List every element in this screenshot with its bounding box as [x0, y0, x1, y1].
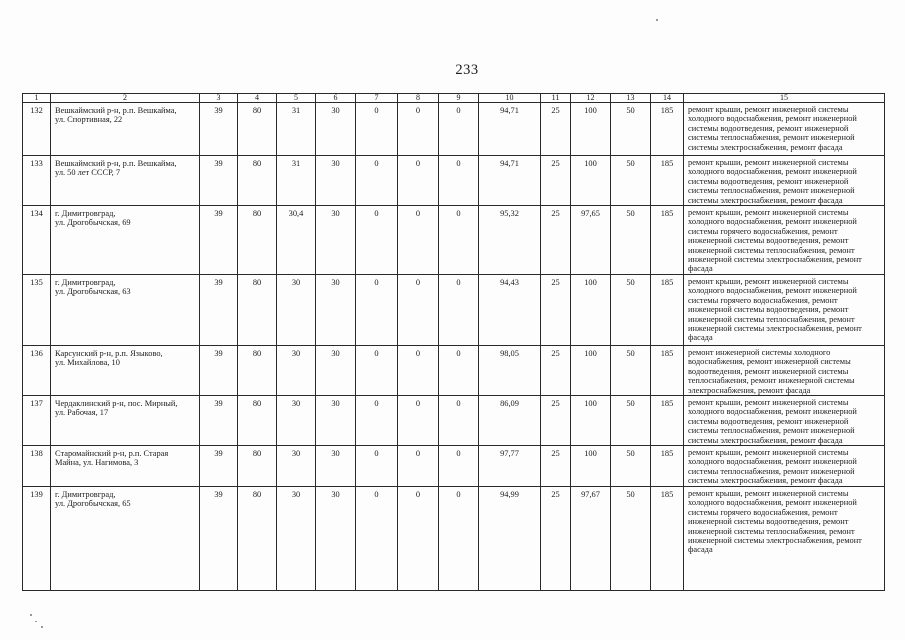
column-9-cell: 0	[439, 274, 479, 345]
scan-speck	[656, 19, 658, 21]
column-12-cell: 100	[571, 103, 611, 156]
column-5-cell: 30	[277, 395, 316, 445]
column-10-cell: 94,71	[479, 103, 541, 156]
column-13-cell: 50	[611, 445, 651, 486]
address-cell: Карсунский р-н, р.п. Языково, ул. Михайлова, 10	[51, 345, 200, 395]
column-9-cell: 0	[439, 103, 479, 156]
column-8-cell: 0	[398, 486, 439, 590]
column-12-cell: 100	[571, 156, 611, 206]
column-7-cell: 0	[356, 486, 398, 590]
column-9-cell: 0	[439, 486, 479, 590]
address-cell: г. Димитровград, ул. Дрогобычская, 63	[51, 274, 200, 345]
column-7-cell: 0	[356, 345, 398, 395]
column-header-2: 2	[51, 94, 200, 103]
column-8-cell: 0	[398, 274, 439, 345]
column-8-cell: 0	[398, 156, 439, 206]
column-14-cell: 185	[651, 206, 684, 275]
page-number: 233	[455, 62, 479, 78]
column-3-cell: 39	[200, 103, 238, 156]
column-header-15: 15	[684, 94, 885, 103]
works-list-cell: ремонт крыши, ремонт инженерной системы холодного водоснабжения, ремонт инженерной системы горячего водоснабжения, ремонт инженерной системы водоотведения, ремонт инженерной системы теплоснабжения, ремонт инженерной системы электроснабжения, ремонт фасада	[684, 206, 885, 275]
row-number-cell: 136	[23, 345, 51, 395]
column-6-cell: 30	[316, 206, 356, 275]
column-11-cell: 25	[541, 395, 571, 445]
table-header	[23, 94, 885, 103]
column-header-12: 12	[571, 94, 611, 103]
column-3-cell: 39	[200, 395, 238, 445]
column-8-cell: 0	[398, 445, 439, 486]
column-13-cell: 50	[611, 206, 651, 275]
column-10-cell: 95,32	[479, 206, 541, 275]
table-row	[23, 345, 885, 395]
column-6-cell: 30	[316, 103, 356, 156]
column-10-cell: 86,09	[479, 395, 541, 445]
row-number-cell: 138	[23, 445, 51, 486]
column-12-cell: 100	[571, 345, 611, 395]
row-number-cell: 133	[23, 156, 51, 206]
column-14-cell: 185	[651, 274, 684, 345]
scan-speck	[41, 626, 43, 628]
row-number-cell: 137	[23, 395, 51, 445]
column-7-cell: 0	[356, 156, 398, 206]
column-10-cell: 94,71	[479, 156, 541, 206]
works-list-cell: ремонт крыши, ремонт инженерной системы холодного водоснабжения, ремонт инженерной системы водоотведения, ремонт инженерной системы теплоснабжения, ремонт инженерной системы электроснабжения, ремонт фасада	[684, 395, 885, 445]
column-4-cell: 80	[238, 206, 277, 275]
column-11-cell: 25	[541, 486, 571, 590]
column-header-6: 6	[316, 94, 356, 103]
address-cell: Чердаклинский р-н, пос. Мирный, ул. Рабочая, 17	[51, 395, 200, 445]
column-13-cell: 50	[611, 156, 651, 206]
column-5-cell: 30	[277, 274, 316, 345]
column-6-cell: 30	[316, 345, 356, 395]
column-5-cell: 31	[277, 156, 316, 206]
column-14-cell: 185	[651, 103, 684, 156]
column-13-cell: 50	[611, 486, 651, 590]
column-6-cell: 30	[316, 274, 356, 345]
column-header-7: 7	[356, 94, 398, 103]
column-14-cell: 185	[651, 156, 684, 206]
column-14-cell: 185	[651, 395, 684, 445]
column-7-cell: 0	[356, 206, 398, 275]
column-14-cell: 185	[651, 486, 684, 590]
column-6-cell: 30	[316, 445, 356, 486]
column-7-cell: 0	[356, 395, 398, 445]
column-3-cell: 39	[200, 156, 238, 206]
column-13-cell: 50	[611, 103, 651, 156]
address-cell: Вешкаймский р-н, р.п. Вешкайма, ул. Спортивная, 22	[51, 103, 200, 156]
row-number-cell: 134	[23, 206, 51, 275]
table-row	[23, 274, 885, 345]
column-header-4: 4	[238, 94, 277, 103]
column-8-cell: 0	[398, 206, 439, 275]
scan-speck	[35, 621, 37, 622]
column-header-14: 14	[651, 94, 684, 103]
column-7-cell: 0	[356, 445, 398, 486]
table-row	[23, 486, 885, 590]
row-number-cell: 139	[23, 486, 51, 590]
column-11-cell: 25	[541, 206, 571, 275]
column-3-cell: 39	[200, 445, 238, 486]
scan-speck	[30, 614, 32, 616]
column-3-cell: 39	[200, 206, 238, 275]
column-14-cell: 185	[651, 345, 684, 395]
column-header-1: 1	[23, 94, 51, 103]
column-7-cell: 0	[356, 274, 398, 345]
column-9-cell: 0	[439, 156, 479, 206]
column-header-5: 5	[277, 94, 316, 103]
column-10-cell: 98,05	[479, 345, 541, 395]
column-8-cell: 0	[398, 345, 439, 395]
works-list-cell: ремонт крыши, ремонт инженерной системы холодного водоснабжения, ремонт инженерной системы теплоснабжения, ремонт инженерной системы электроснабжения, ремонт фасада	[684, 445, 885, 486]
column-4-cell: 80	[238, 345, 277, 395]
column-5-cell: 31	[277, 103, 316, 156]
column-header-13: 13	[611, 94, 651, 103]
column-9-cell: 0	[439, 345, 479, 395]
table-body	[23, 103, 885, 591]
column-8-cell: 0	[398, 103, 439, 156]
works-list-cell: ремонт крыши, ремонт инженерной системы холодного водоснабжения, ремонт инженерной системы водоотведения, ремонт инженерной системы теплоснабжения, ремонт инженерной системы электроснабжения, ремонт фасада	[684, 156, 885, 206]
column-7-cell: 0	[356, 103, 398, 156]
table-row	[23, 395, 885, 445]
column-5-cell: 30	[277, 486, 316, 590]
column-11-cell: 25	[541, 274, 571, 345]
column-13-cell: 50	[611, 395, 651, 445]
column-4-cell: 80	[238, 445, 277, 486]
column-12-cell: 100	[571, 274, 611, 345]
column-10-cell: 94,43	[479, 274, 541, 345]
column-8-cell: 0	[398, 395, 439, 445]
column-4-cell: 80	[238, 486, 277, 590]
address-cell: г. Димитровград, ул. Дрогобычская, 65	[51, 486, 200, 590]
column-9-cell: 0	[439, 206, 479, 275]
address-cell: г. Димитровград, ул. Дрогобычская, 69	[51, 206, 200, 275]
address-cell: Вешкаймский р-н, р.п. Вешкайма, ул. 50 лет СССР, 7	[51, 156, 200, 206]
column-5-cell: 30	[277, 345, 316, 395]
works-list-cell: ремонт крыши, ремонт инженерной системы холодного водоснабжения, ремонт инженерной системы горячего водоснабжения, ремонт инженерной системы водоотведения, ремонт инженерной системы теплоснабжения, ремонт инженерной системы электроснабжения, ремонт фасада	[684, 274, 885, 345]
header-row	[23, 94, 885, 103]
column-3-cell: 39	[200, 486, 238, 590]
column-4-cell: 80	[238, 156, 277, 206]
column-6-cell: 30	[316, 395, 356, 445]
column-4-cell: 80	[238, 274, 277, 345]
column-header-8: 8	[398, 94, 439, 103]
column-12-cell: 100	[571, 395, 611, 445]
column-12-cell: 97,65	[571, 206, 611, 275]
column-5-cell: 30,4	[277, 206, 316, 275]
column-13-cell: 50	[611, 345, 651, 395]
row-number-cell: 132	[23, 103, 51, 156]
row-number-cell: 135	[23, 274, 51, 345]
column-11-cell: 25	[541, 156, 571, 206]
column-9-cell: 0	[439, 445, 479, 486]
column-header-3: 3	[200, 94, 238, 103]
column-4-cell: 80	[238, 395, 277, 445]
works-list-cell: ремонт инженерной системы холодного водоснабжения, ремонт инженерной системы водоотведения, ремонт инженерной системы теплоснабжения, ремонт инженерной системы электроснабжения, ремонт фасада	[684, 345, 885, 395]
column-14-cell: 185	[651, 445, 684, 486]
column-4-cell: 80	[238, 103, 277, 156]
column-3-cell: 39	[200, 345, 238, 395]
column-6-cell: 30	[316, 156, 356, 206]
column-header-11: 11	[541, 94, 571, 103]
address-cell: Старомайнский р-н, р.п. Старая Майна, ул. Нагимова, 3	[51, 445, 200, 486]
column-12-cell: 100	[571, 445, 611, 486]
column-3-cell: 39	[200, 274, 238, 345]
table-row	[23, 445, 885, 486]
column-12-cell: 97,67	[571, 486, 611, 590]
column-11-cell: 25	[541, 445, 571, 486]
column-header-9: 9	[439, 94, 479, 103]
table-row	[23, 156, 885, 206]
column-6-cell: 30	[316, 486, 356, 590]
column-11-cell: 25	[541, 345, 571, 395]
column-13-cell: 50	[611, 274, 651, 345]
column-9-cell: 0	[439, 395, 479, 445]
data-table	[22, 93, 885, 591]
works-list-cell: ремонт крыши, ремонт инженерной системы холодного водоснабжения, ремонт инженерной системы горячего водоснабжения, ремонт инженерной системы водоотведения, ремонт инженерной системы теплоснабжения, ремонт инженерной системы электроснабжения, ремонт фасада	[684, 486, 885, 590]
column-11-cell: 25	[541, 103, 571, 156]
works-list-cell: ремонт крыши, ремонт инженерной системы холодного водоснабжения, ремонт инженерной системы водоотведения, ремонт инженерной системы теплоснабжения, ремонт инженерной системы электроснабжения, ремонт фасада	[684, 103, 885, 156]
table-row	[23, 103, 885, 156]
column-header-10: 10	[479, 94, 541, 103]
column-10-cell: 97,77	[479, 445, 541, 486]
table-row	[23, 206, 885, 275]
column-10-cell: 94,99	[479, 486, 541, 590]
column-5-cell: 30	[277, 445, 316, 486]
